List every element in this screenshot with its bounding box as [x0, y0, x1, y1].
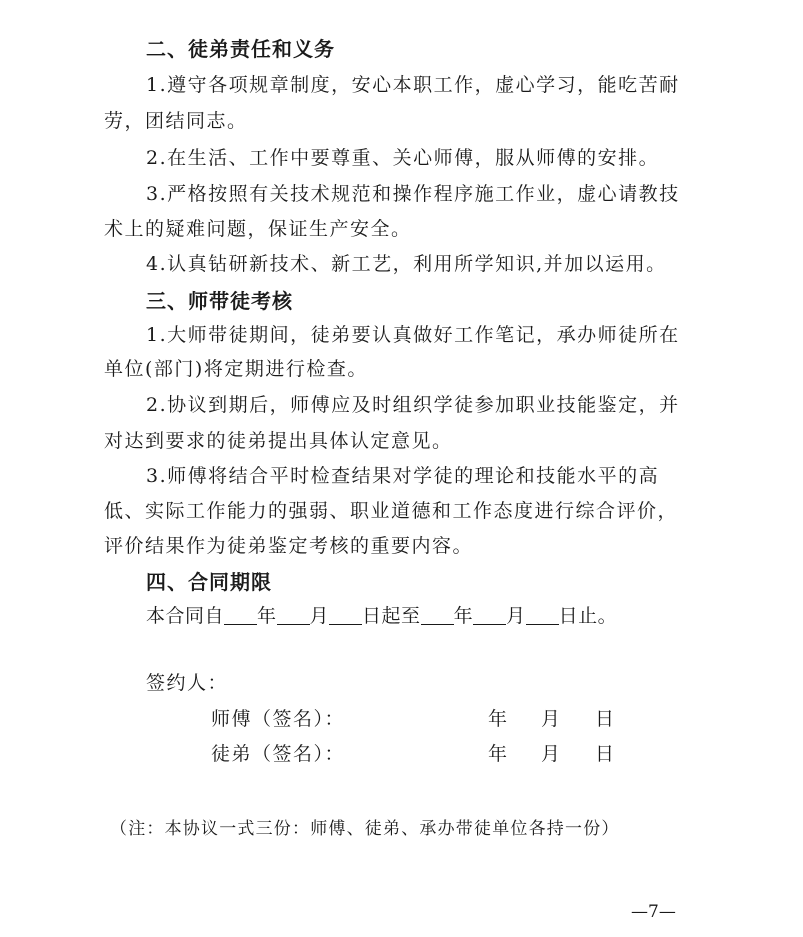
month2-blank [473, 604, 506, 625]
section3-item2-line1: 2.协议到期后，师傅应及时组织学徒参加职业技能鉴定，并 [146, 394, 680, 416]
section4-heading: 四、合同期限 [146, 570, 272, 594]
period-day-end: 日止。 [558, 605, 618, 627]
period-year2: 年 [453, 605, 474, 627]
day-blank [329, 604, 362, 625]
section2-item1-line2: 劳，团结同志。 [104, 110, 248, 132]
agreement-note: （注：本协议一式三份：师傅、徒弟、承办带徒单位各持一份） [110, 819, 620, 839]
apprentice-signature-label: 徒弟（签名）： [211, 743, 346, 765]
section2-item3-line1: 3.严格按照有关技术规范和操作程序施工作业，虚心请教技 [146, 183, 680, 205]
master-day: 日 [595, 708, 615, 730]
period-year: 年 [257, 605, 277, 627]
section3-item2-line2: 对达到要求的徒弟提出具体认定意见。 [104, 430, 453, 452]
year2-blank [421, 604, 454, 625]
contract-period-line [146, 601, 617, 628]
section3-item3-line1: 3.师傅将结合平时检查结果对学徒的理论和技能水平的高 [146, 465, 660, 487]
apprentice-day: 日 [595, 743, 615, 765]
section3-item3-line3: 评价结果作为徒弟鉴定考核的重要内容。 [104, 535, 474, 557]
day2-blank [526, 604, 559, 625]
section2-item1-line1: 1.遵守各项规章制度，安心本职工作，虚心学习，能吃苦耐 [146, 74, 680, 96]
period-month2: 月 [506, 605, 526, 627]
section3-item3-line2: 低、实际工作能力的强弱、职业道德和工作态度进行综合评价， [104, 500, 679, 522]
apprentice-year: 年 [488, 743, 508, 765]
page-number: —7— [631, 902, 676, 922]
section3-heading: 三、师带徒考核 [146, 289, 293, 313]
section2-item4: 4.认真钻研新技术、新工艺，利用所学知识,并加以运用。 [146, 253, 667, 275]
period-prefix: 本合同自 [146, 605, 225, 627]
section3-item1-line2: 单位(部门)将定期进行检查。 [104, 358, 368, 380]
section2-heading: 二、徒弟责任和义务 [146, 37, 335, 61]
apprentice-month: 月 [541, 743, 561, 765]
section2-item2: 2.在生活、工作中要尊重、关心师傅，服从师傅的安排。 [146, 147, 660, 169]
year-blank [224, 604, 257, 625]
period-month: 月 [309, 605, 330, 627]
master-signature-label: 师傅（签名）： [211, 708, 346, 730]
section2-item3-line2: 术上的疑难问题，保证生产安全。 [104, 218, 412, 240]
signatory-label: 签约人： [146, 672, 229, 694]
master-month: 月 [541, 708, 561, 730]
period-day-start: 日起至 [362, 605, 421, 627]
section3-item1-line1: 1.大师带徒期间，徒弟要认真做好工作笔记，承办师徒所在 [146, 324, 680, 346]
month-blank [277, 604, 310, 625]
master-year: 年 [488, 708, 508, 730]
